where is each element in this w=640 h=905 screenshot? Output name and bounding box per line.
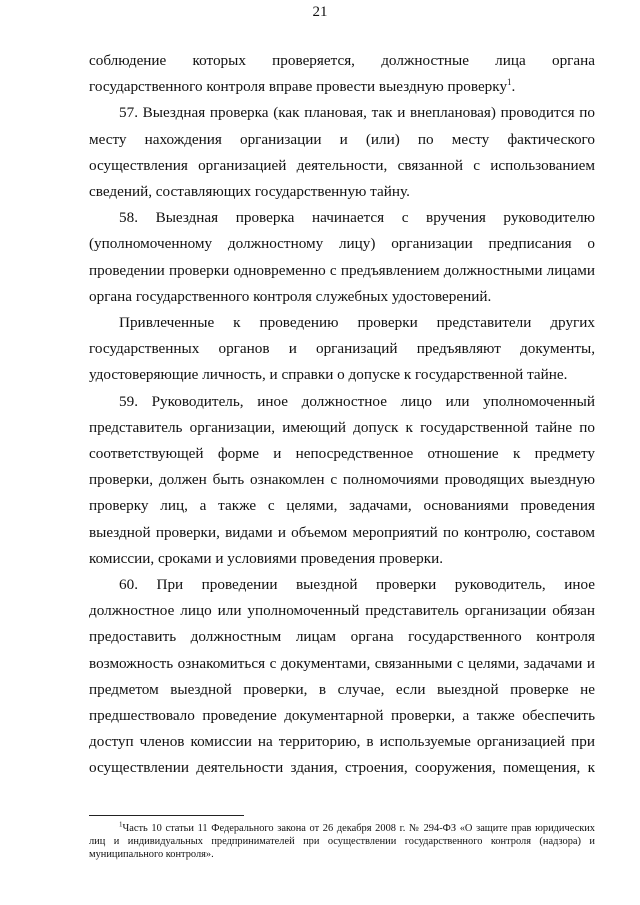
footnote-reference[interactable]: 1 <box>507 77 512 88</box>
document-body <box>89 48 595 782</box>
paragraph-text: соблюдение которых проверяется, должностные лица органа государственного контроля вправе провести выездную проверку <box>89 52 595 96</box>
paragraph-59: 59. Руководитель, иное должностное лицо или уполномоченный представитель организации, имеющий допуск к государственной тайне по соответствующей форме и непосредственное отношение к предмету проверки, должен быть ознакомлен с полномочиями проводящих выездную проверку лиц, а также с целями, задачами, основаниями проведения выездной проверки, видами и объемом мероприятий по контролю, составом комиссии, сроками и условиями проведения проверки. <box>89 392 595 567</box>
footnote-divider <box>89 815 244 816</box>
paragraph-58: 58. Выездная проверка начинается с вручения руководителю (уполномоченному должностному лицу) организации предписания о проведении проверки одновременно с предъявлением должностными лицами органа государственного контроля служебных удостоверений. <box>89 209 595 305</box>
page-number: 21 <box>312 4 328 20</box>
footnote-marker: 1 <box>119 820 123 829</box>
paragraph-58-continued: Привлеченные к проведению проверки представители других государственных органов и организаций предъявляют документы, удостоверяющие личность, и справки о допуске к государственной тайне. <box>89 314 595 384</box>
footnote <box>89 822 595 861</box>
paragraph-end: . <box>511 78 516 96</box>
paragraph-60: 60. При проведении выездной проверки руководитель, иное должностное лицо или уполномоченный представитель организации обязан предоставить должностным лицам органа государственного контроля возможность ознакомиться с документами, связанными с целями, задачами и предметом выездной проверки, в случае, если выездной проверке не предшествовало проведение документарной проверки, а также обеспечить доступ членов комиссии на территорию, в используемые организацией при осуществлении деятельности здания, строения, сооружения, помещения, к <box>89 576 595 777</box>
paragraph-continuation <box>89 48 595 100</box>
footnote-text: Часть 10 статьи 11 Федерального закона от 26 декабря 2008 г. № 294-ФЗ «О защите прав юридических лиц и индивидуальных предпринимателей при осуществлении государственного контроля (надзора) и муниципального контроля». <box>89 823 595 860</box>
paragraph-57: 57. Выездная проверка (как плановая, так и внеплановая) проводится по месту нахождения организации и (или) по месту фактического осуществления организацией деятельности, связанной с использованием сведений, составляющих государственную тайну. <box>89 104 595 201</box>
